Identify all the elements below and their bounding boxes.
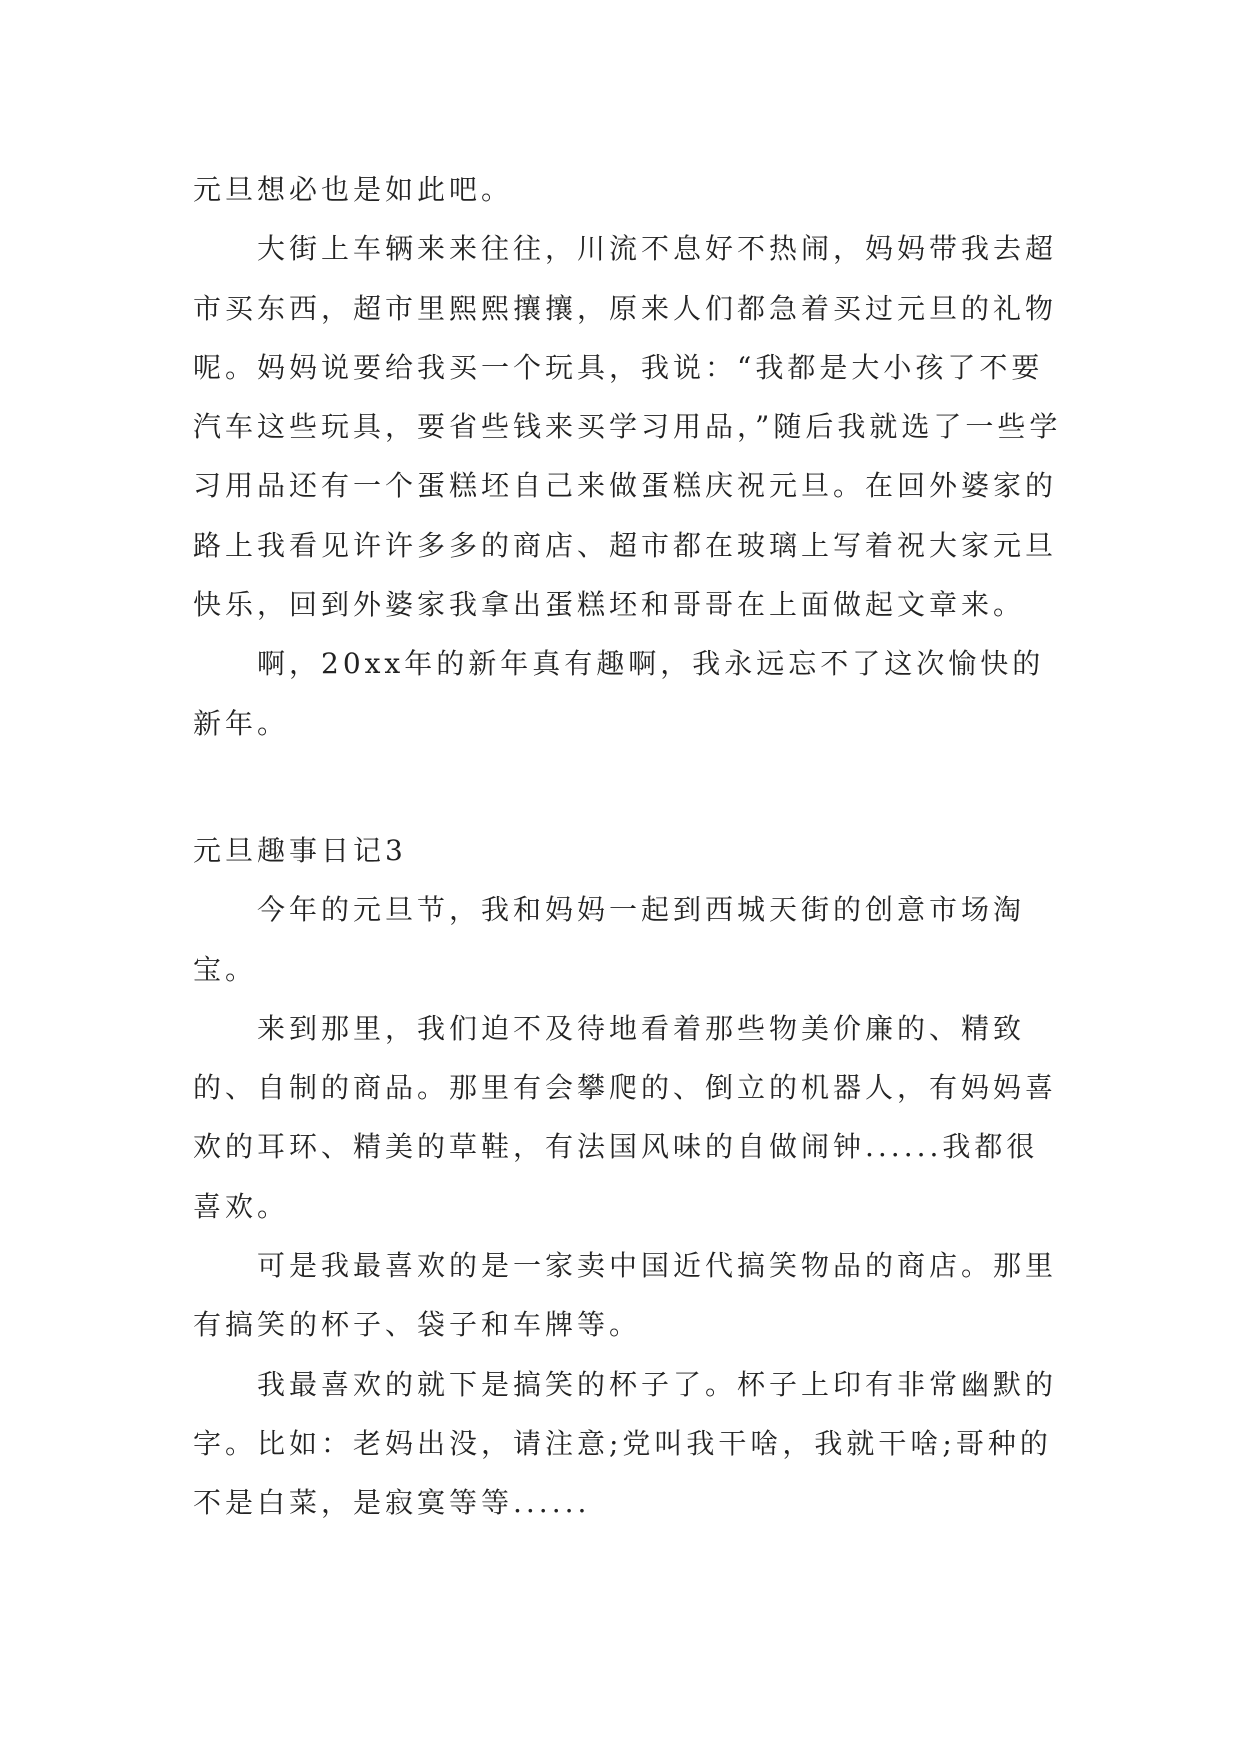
paragraph-market-goods: 来到那里，我们迫不及待地看着那些物美价廉的、精致的、自制的商品。那里有会攀爬的、倒立的机器人，有妈妈喜欢的耳环、精美的草鞋，有法国风味的自做闹钟......我都很喜欢。 [193,1011,1058,1223]
paragraph-continuation: 元旦想必也是如此吧。 [193,173,514,206]
paragraph-market-intro: 今年的元旦节，我和妈妈一起到西城天街的创意市场淘宝。 [193,893,1026,986]
section-title: 元旦趣事日记3 [193,833,407,867]
document-body [193,160,1063,1533]
paragraph-new-year: 啊，20xx年的新年真有趣啊，我永远忘不了这次愉快的新年。 [193,647,1045,740]
section-spacer [193,753,1063,821]
paragraph-funny-cups: 我最喜欢的就下是搞笑的杯子了。杯子上印有非常幽默的字。比如：老妈出没，请注意;党叫我干啥，我就干啥;哥种的不是白菜，是寂寞等等...... [193,1367,1058,1520]
paragraph-supermarket: 大街上车辆来来往往，川流不息好不热闹，妈妈带我去超市买东西，超市里熙熙攘攘，原来人们都急着买过元旦的礼物呢。妈妈说要给我买一个玩具，我说：“我都是大小孩了不要汽车这些玩具，要省些钱来买学习用品，”随后我就选了一些学习用品还有一个蛋糕坯自己来做蛋糕庆祝元旦。在回外婆家的路上我看见许许多多的商店、超市都在玻璃上写着祝大家元旦快乐，回到外婆家我拿出蛋糕坯和哥哥在上面做起文章来。 [193,232,1062,622]
paragraph-funny-shop: 可是我最喜欢的是一家卖中国近代搞笑物品的商店。那里有搞笑的杯子、袋子和车牌等。 [193,1249,1058,1342]
